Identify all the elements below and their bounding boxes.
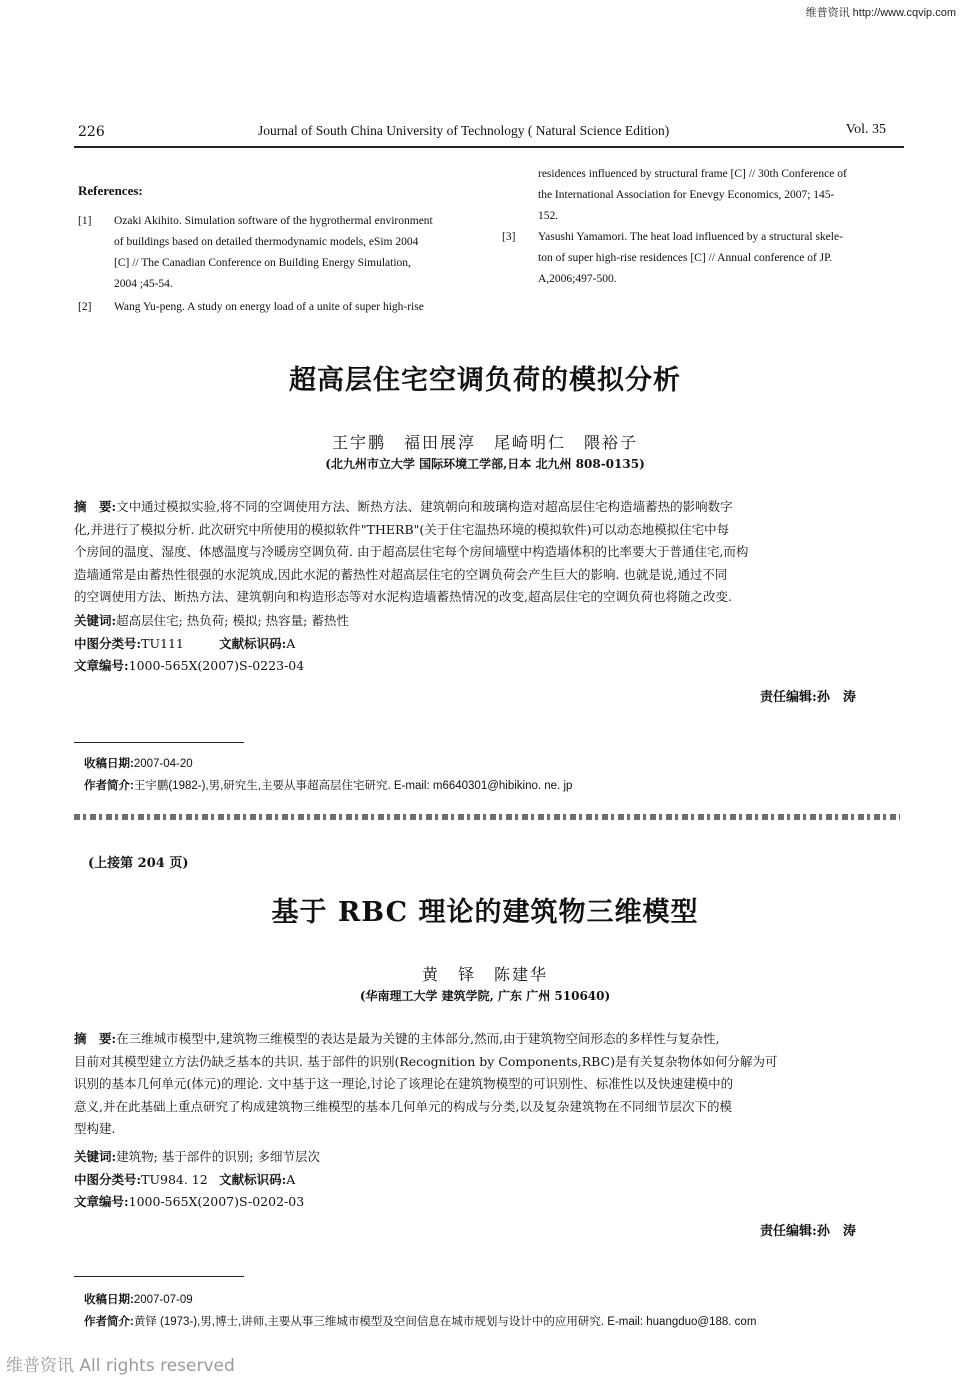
article2-meta bbox=[74, 1146, 320, 1214]
article2-affiliation: (华南理工大学 建筑学院, 广东 广州 510640) bbox=[359, 989, 611, 1003]
abstract-line: 文中通过模拟实验,将不同的空调使用方法、断热方法、建筑朝向和玻璃构造对超高层住宅构造墙蓄热的影响数字 bbox=[116, 499, 733, 514]
editor-label: 责任编辑: bbox=[760, 690, 817, 705]
article1-meta bbox=[74, 610, 349, 678]
bio-label: 作者简介: bbox=[84, 780, 134, 792]
received-label: 收稿日期: bbox=[84, 1294, 134, 1306]
bio-label: 作者简介: bbox=[84, 1316, 134, 1328]
footnote-rule bbox=[74, 742, 244, 743]
footnote-rule bbox=[74, 1276, 244, 1277]
doc-code-label: 文献标识码: bbox=[219, 1171, 287, 1187]
reference-line: Ozaki Akihito. Simulation software of the hygrothermal environment bbox=[114, 215, 433, 227]
article2-authors: 黄 铎 陈建华 bbox=[421, 965, 548, 984]
article-number-label: 文章编号: bbox=[74, 658, 129, 673]
abstract-line: 目前对其模型建立方法仍缺乏基本的共识. 基于部件的识别(Recognition by Components,RBC)是有关复杂物体如何分解为可 bbox=[74, 1053, 778, 1069]
page-number: 226 bbox=[78, 124, 105, 140]
reference-line: 152. bbox=[538, 210, 559, 222]
abstract-line: 型构建. bbox=[74, 1121, 116, 1136]
article1-received bbox=[84, 755, 193, 771]
abstract-line: 造墙通常是由蓄热性很强的水泥筑成,因此水泥的蓄热性对超高层住宅的空调负荷会产生巨大的影响. 也就是说,通过不同 bbox=[74, 566, 728, 582]
editor-name: 孙 涛 bbox=[816, 690, 856, 705]
abstract-line: 识别的基本几何单元(体元)的理论. 文中基于这一理论,讨论了该理论在建筑物模型的可识别性、标准性以及快速建模中的 bbox=[74, 1076, 734, 1091]
doc-code: A bbox=[286, 1171, 296, 1187]
keywords-label: 关键词: bbox=[74, 1149, 117, 1164]
keywords-label: 关键词: bbox=[74, 613, 117, 628]
reference-line: Yasushi Yamamori. The heat load influenced by a structural skele- bbox=[538, 231, 843, 243]
journal-title: Journal of South China University of Technology ( Natural Science Edition) bbox=[258, 123, 670, 138]
article1-affiliation: (北九州市立大学 国际环境工学部,日本 北九州 808-0135) bbox=[325, 457, 645, 471]
reference-line: the International Association for Enevgy Economics, 2007; 145- bbox=[538, 189, 835, 201]
abstract-line: 化,并进行了模拟分析. 此次研究中所使用的模拟软件"THERB"(关于住宅温热环境的模拟软件)可以动态地模拟住宅中每 bbox=[74, 521, 730, 537]
editor-label: 责任编辑: bbox=[760, 1224, 817, 1239]
header-rule bbox=[74, 146, 904, 148]
abstract-line: 的空调使用方法、断热方法、建筑朝向和构造形态等对水泥构造墙蓄热情况的改变,超高层住宅的空调负荷也将随之改变. bbox=[74, 589, 732, 604]
received-date: 2007-04-20 bbox=[133, 758, 193, 770]
continued-note: (上接第 204 页) bbox=[88, 856, 189, 871]
doc-code: A bbox=[286, 635, 296, 651]
abstract-label: 摘 要: bbox=[74, 1031, 117, 1046]
doc-code-label: 文献标识码: bbox=[219, 635, 287, 651]
reference-line: ton of super high-rise residences [C] // Annual conference of JP. bbox=[538, 252, 833, 264]
bio-text: 王宇鹏(1982-),男,研究生,主要从事超高层住宅研究. E-mail: m6640301@hibikino. ne. jp bbox=[133, 780, 573, 792]
abstract-line: 个房间的温度、湿度、体感温度与冷暖房空调负荷. 由于超高层住宅每个房间墙壁中构造墙体积的比率要大于普通住宅,而构 bbox=[74, 544, 749, 559]
reference-line: A,2006;497-500. bbox=[538, 273, 617, 285]
article2-bio bbox=[84, 1313, 756, 1329]
abstract-line: 意义,并在此基础上重点研究了构成建筑物三维模型的基本几何单元的构成与分类,以及复杂建筑物在不同细节层次下的模 bbox=[74, 1098, 732, 1114]
reference-number: [3] bbox=[502, 231, 516, 243]
keywords: 超高层住宅; 热负荷; 模拟; 热容量; 蓄热性 bbox=[116, 613, 349, 628]
article-number-label: 文章编号: bbox=[74, 1194, 129, 1209]
bio-text: 黄铎 (1973-),男,博士,讲师,主要从事三维城市模型及空间信息在城市规划与设计中的应用研究. E-mail: huangduo@188. com bbox=[133, 1316, 757, 1328]
clc-label: 中图分类号: bbox=[74, 635, 142, 651]
article1-bio bbox=[84, 777, 572, 793]
section-divider bbox=[74, 814, 900, 820]
reference-line: residences influenced by structural frame [C] // 30th Conference of bbox=[538, 168, 847, 180]
volume-label: Vol. 35 bbox=[845, 122, 886, 137]
article2-received bbox=[84, 1291, 193, 1307]
article1-editor bbox=[760, 686, 856, 705]
article1-title: 超高层住宅空调负荷的模拟分析 bbox=[289, 365, 681, 396]
site-stamp: 维普资讯 http://www.cqvip.com bbox=[805, 7, 956, 19]
article-number: 1000-565X(2007)S-0202-03 bbox=[128, 1194, 305, 1209]
article1-abstract bbox=[74, 496, 900, 609]
clc-number: TU984. 12 bbox=[141, 1171, 208, 1187]
article1-authors: 王宇鹏 福田展淳 尾崎明仁 隈裕子 bbox=[331, 433, 638, 452]
editor-name: 孙 涛 bbox=[816, 1224, 856, 1239]
clc-label: 中图分类号: bbox=[74, 1171, 142, 1187]
article2-abstract bbox=[74, 1028, 900, 1141]
article-number: 1000-565X(2007)S-0223-04 bbox=[128, 658, 305, 673]
article2-editor bbox=[760, 1220, 856, 1239]
reference-line: of buildings based on detailed thermodynamic models, eSim 2004 bbox=[114, 236, 419, 248]
received-label: 收稿日期: bbox=[84, 758, 134, 770]
clc-number: TU111 bbox=[141, 635, 184, 651]
watermark: 维普资讯 All rights reserved bbox=[6, 1356, 235, 1376]
reference-number: [1] bbox=[78, 215, 92, 227]
reference-line: 2004 ;45-54. bbox=[114, 278, 173, 290]
abstract-line: 在三维城市模型中,建筑物三维模型的表达是最为关键的主体部分,然而,由于建筑物空间形态的多样性与复杂性, bbox=[116, 1031, 720, 1046]
reference-line: Wang Yu-peng. A study on energy load of a unite of super high-rise bbox=[114, 301, 424, 313]
reference-line: [C] // The Canadian Conference on Building Energy Simulation, bbox=[114, 257, 411, 269]
abstract-label: 摘 要: bbox=[74, 499, 117, 514]
references-heading: References: bbox=[78, 183, 143, 198]
article2-title: 基于 RBC 理论的建筑物三维模型 bbox=[271, 897, 699, 928]
reference-number: [2] bbox=[78, 301, 92, 313]
received-date: 2007-07-09 bbox=[133, 1294, 193, 1306]
keywords: 建筑物; 基于部件的识别; 多细节层次 bbox=[116, 1149, 320, 1164]
